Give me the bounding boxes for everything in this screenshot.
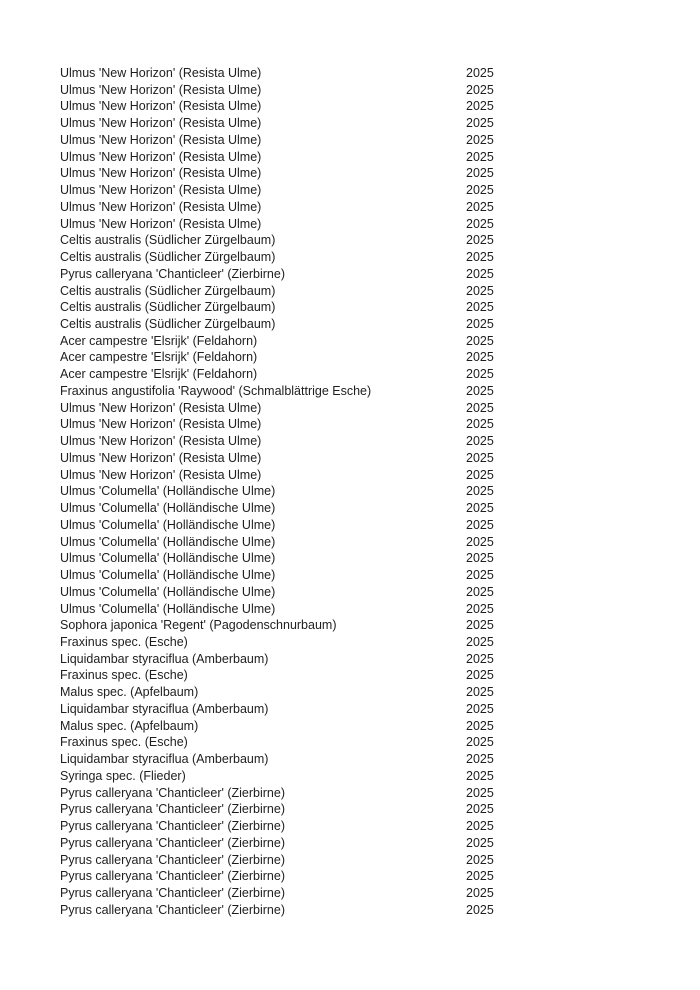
table-row <box>60 266 700 283</box>
table-row <box>60 316 700 333</box>
tree-name-cell: Ulmus 'Columella' (Holländische Ulme) <box>60 501 276 516</box>
planting-year-cell: 2025 <box>466 768 494 783</box>
tree-name-cell: Ulmus 'New Horizon' (Resista Ulme) <box>60 183 262 198</box>
planting-year-cell: 2025 <box>466 835 494 850</box>
tree-name-cell: Pyrus calleryana 'Chanticleer' (Zierbirne) <box>60 785 285 800</box>
tree-name-cell: Pyrus calleryana 'Chanticleer' (Zierbirne) <box>60 835 285 850</box>
planting-year-cell: 2025 <box>466 785 494 800</box>
tree-name-cell: Ulmus 'Columella' (Holländische Ulme) <box>60 551 276 566</box>
planting-year-cell: 2025 <box>466 417 494 432</box>
table-row <box>60 98 700 115</box>
table-row <box>60 885 700 902</box>
table-row <box>60 768 700 785</box>
tree-name-cell: Ulmus 'New Horizon' (Resista Ulme) <box>60 132 262 147</box>
tree-name-cell: Celtis australis (Südlicher Zürgelbaum) <box>60 317 276 332</box>
planting-year-cell: 2025 <box>466 183 494 198</box>
planting-year-cell: 2025 <box>466 668 494 683</box>
planting-year-cell: 2025 <box>466 367 494 382</box>
table-row <box>60 383 700 400</box>
table-row <box>60 718 700 735</box>
table-row <box>60 333 700 350</box>
planting-year-cell: 2025 <box>466 116 494 131</box>
tree-name-cell: Pyrus calleryana 'Chanticleer' (Zierbirne) <box>60 802 285 817</box>
table-row <box>60 601 700 618</box>
planting-year-cell: 2025 <box>466 752 494 767</box>
tree-name-cell: Fraxinus spec. (Esche) <box>60 668 188 683</box>
table-row <box>60 182 700 199</box>
planting-year-cell: 2025 <box>466 400 494 415</box>
tree-name-cell: Fraxinus spec. (Esche) <box>60 735 188 750</box>
tree-name-cell: Ulmus 'New Horizon' (Resista Ulme) <box>60 66 262 80</box>
tree-name-cell: Ulmus 'New Horizon' (Resista Ulme) <box>60 116 262 131</box>
planting-year-cell: 2025 <box>466 317 494 332</box>
planting-year-cell: 2025 <box>466 634 494 649</box>
tree-name-cell: Ulmus 'New Horizon' (Resista Ulme) <box>60 199 262 214</box>
planting-year-cell: 2025 <box>466 568 494 583</box>
tree-name-cell: Ulmus 'New Horizon' (Resista Ulme) <box>60 216 262 231</box>
table-row <box>60 467 700 484</box>
planting-year-cell: 2025 <box>466 132 494 147</box>
table-row <box>60 534 700 551</box>
tree-name-cell: Acer campestre 'Elsrijk' (Feldahorn) <box>60 350 258 365</box>
table-row <box>60 818 700 835</box>
table-row <box>60 416 700 433</box>
table-row <box>60 785 700 802</box>
tree-name-cell: Liquidambar styraciflua (Amberbaum) <box>60 752 269 767</box>
tree-name-cell: Ulmus 'New Horizon' (Resista Ulme) <box>60 467 262 482</box>
table-row <box>60 852 700 869</box>
table-row <box>60 165 700 182</box>
tree-name-cell: Ulmus 'Columella' (Holländische Ulme) <box>60 568 276 583</box>
planting-year-cell: 2025 <box>466 283 494 298</box>
tree-name-cell: Ulmus 'New Horizon' (Resista Ulme) <box>60 417 262 432</box>
table-row <box>60 366 700 383</box>
table-row <box>60 902 700 919</box>
tree-name-cell: Malus spec. (Apfelbaum) <box>60 718 199 733</box>
tree-name-cell: Celtis australis (Südlicher Zürgelbaum) <box>60 233 276 248</box>
table-row <box>60 550 700 567</box>
tree-name-cell: Ulmus 'Columella' (Holländische Ulme) <box>60 584 276 599</box>
tree-name-cell: Pyrus calleryana 'Chanticleer' (Zierbirne) <box>60 885 285 900</box>
table-row <box>60 684 700 701</box>
planting-year-cell: 2025 <box>466 383 494 398</box>
planting-year-cell: 2025 <box>466 434 494 449</box>
planting-year-cell: 2025 <box>466 601 494 616</box>
table-row <box>60 132 700 149</box>
planting-year-cell: 2025 <box>466 300 494 315</box>
planting-year-cell: 2025 <box>466 266 494 281</box>
table-row <box>60 584 700 601</box>
tree-name-cell: Ulmus 'New Horizon' (Resista Ulme) <box>60 434 262 449</box>
planting-year-cell: 2025 <box>466 484 494 499</box>
table-row <box>60 199 700 216</box>
table-row <box>60 701 700 718</box>
table-row <box>60 249 700 266</box>
planting-year-cell: 2025 <box>466 852 494 867</box>
table-row <box>60 567 700 584</box>
table-row <box>60 149 700 166</box>
tree-table <box>60 65 700 918</box>
planting-year-cell: 2025 <box>466 82 494 97</box>
table-row <box>60 517 700 534</box>
planting-year-cell: 2025 <box>466 685 494 700</box>
tree-name-cell: Malus spec. (Apfelbaum) <box>60 685 199 700</box>
table-row <box>60 232 700 249</box>
planting-year-cell: 2025 <box>466 802 494 817</box>
tree-name-cell: Ulmus 'Columella' (Holländische Ulme) <box>60 484 276 499</box>
tree-name-cell: Ulmus 'New Horizon' (Resista Ulme) <box>60 166 262 181</box>
table-row <box>60 617 700 634</box>
table-row <box>60 299 700 316</box>
tree-name-cell: Celtis australis (Südlicher Zürgelbaum) <box>60 300 276 315</box>
planting-year-cell: 2025 <box>466 584 494 599</box>
table-row <box>60 400 700 417</box>
planting-year-cell: 2025 <box>466 819 494 834</box>
table-row <box>60 483 700 500</box>
tree-name-cell: Liquidambar styraciflua (Amberbaum) <box>60 701 269 716</box>
table-row <box>60 82 700 99</box>
planting-year-cell: 2025 <box>466 333 494 348</box>
tree-name-cell: Syringa spec. (Flieder) <box>60 768 186 783</box>
table-row <box>60 651 700 668</box>
planting-year-cell: 2025 <box>466 66 494 80</box>
planting-year-cell: 2025 <box>466 149 494 164</box>
tree-name-cell: Acer campestre 'Elsrijk' (Feldahorn) <box>60 333 258 348</box>
tree-name-cell: Pyrus calleryana 'Chanticleer' (Zierbirne) <box>60 266 285 281</box>
tree-name-cell: Fraxinus spec. (Esche) <box>60 634 188 649</box>
tree-name-cell: Celtis australis (Südlicher Zürgelbaum) <box>60 283 276 298</box>
planting-year-cell: 2025 <box>466 885 494 900</box>
tree-name-cell: Acer campestre 'Elsrijk' (Feldahorn) <box>60 367 258 382</box>
table-row <box>60 115 700 132</box>
planting-year-cell: 2025 <box>466 618 494 633</box>
table-row <box>60 801 700 818</box>
planting-year-cell: 2025 <box>466 250 494 265</box>
planting-year-cell: 2025 <box>466 166 494 181</box>
planting-year-cell: 2025 <box>466 869 494 884</box>
tree-name-cell: Fraxinus angustifolia 'Raywood' (Schmalblättrige Esche) <box>60 383 372 398</box>
tree-name-cell: Pyrus calleryana 'Chanticleer' (Zierbirne) <box>60 819 285 834</box>
table-row <box>60 868 700 885</box>
table-row <box>60 349 700 366</box>
tree-name-cell: Ulmus 'Columella' (Holländische Ulme) <box>60 601 276 616</box>
planting-year-cell: 2025 <box>466 718 494 733</box>
tree-name-cell: Pyrus calleryana 'Chanticleer' (Zierbirne) <box>60 852 285 867</box>
tree-name-cell: Celtis australis (Südlicher Zürgelbaum) <box>60 250 276 265</box>
planting-year-cell: 2025 <box>466 216 494 231</box>
tree-name-cell: Ulmus 'New Horizon' (Resista Ulme) <box>60 99 262 114</box>
table-row <box>60 634 700 651</box>
planting-year-cell: 2025 <box>466 501 494 516</box>
tree-name-cell: Sophora japonica 'Regent' (Pagodenschnurbaum) <box>60 618 337 633</box>
planting-year-cell: 2025 <box>466 534 494 549</box>
tree-name-cell: Ulmus 'New Horizon' (Resista Ulme) <box>60 82 262 97</box>
planting-year-cell: 2025 <box>466 233 494 248</box>
planting-year-cell: 2025 <box>466 467 494 482</box>
tree-name-cell: Pyrus calleryana 'Chanticleer' (Zierbirne) <box>60 902 285 917</box>
tree-name-cell: Ulmus 'Columella' (Holländische Ulme) <box>60 534 276 549</box>
planting-year-cell: 2025 <box>466 551 494 566</box>
planting-year-cell: 2025 <box>466 701 494 716</box>
planting-year-cell: 2025 <box>466 735 494 750</box>
tree-name-cell: Ulmus 'New Horizon' (Resista Ulme) <box>60 450 262 465</box>
tree-name-cell: Ulmus 'New Horizon' (Resista Ulme) <box>60 400 262 415</box>
table-row <box>60 667 700 684</box>
planting-year-cell: 2025 <box>466 99 494 114</box>
table-row <box>60 500 700 517</box>
table-row <box>60 835 700 852</box>
tree-name-cell: Pyrus calleryana 'Chanticleer' (Zierbirne) <box>60 869 285 884</box>
table-row <box>60 734 700 751</box>
planting-year-cell: 2025 <box>466 199 494 214</box>
table-row <box>60 450 700 467</box>
tree-name-cell: Liquidambar styraciflua (Amberbaum) <box>60 651 269 666</box>
planting-year-cell: 2025 <box>466 651 494 666</box>
table-row <box>60 283 700 300</box>
planting-year-cell: 2025 <box>466 902 494 917</box>
tree-name-cell: Ulmus 'Columella' (Holländische Ulme) <box>60 517 276 532</box>
table-row <box>60 216 700 233</box>
table-row <box>60 751 700 768</box>
planting-year-cell: 2025 <box>466 450 494 465</box>
planting-year-cell: 2025 <box>466 517 494 532</box>
tree-name-cell: Ulmus 'New Horizon' (Resista Ulme) <box>60 149 262 164</box>
table-row <box>60 65 700 82</box>
table-row <box>60 433 700 450</box>
planting-year-cell: 2025 <box>466 350 494 365</box>
